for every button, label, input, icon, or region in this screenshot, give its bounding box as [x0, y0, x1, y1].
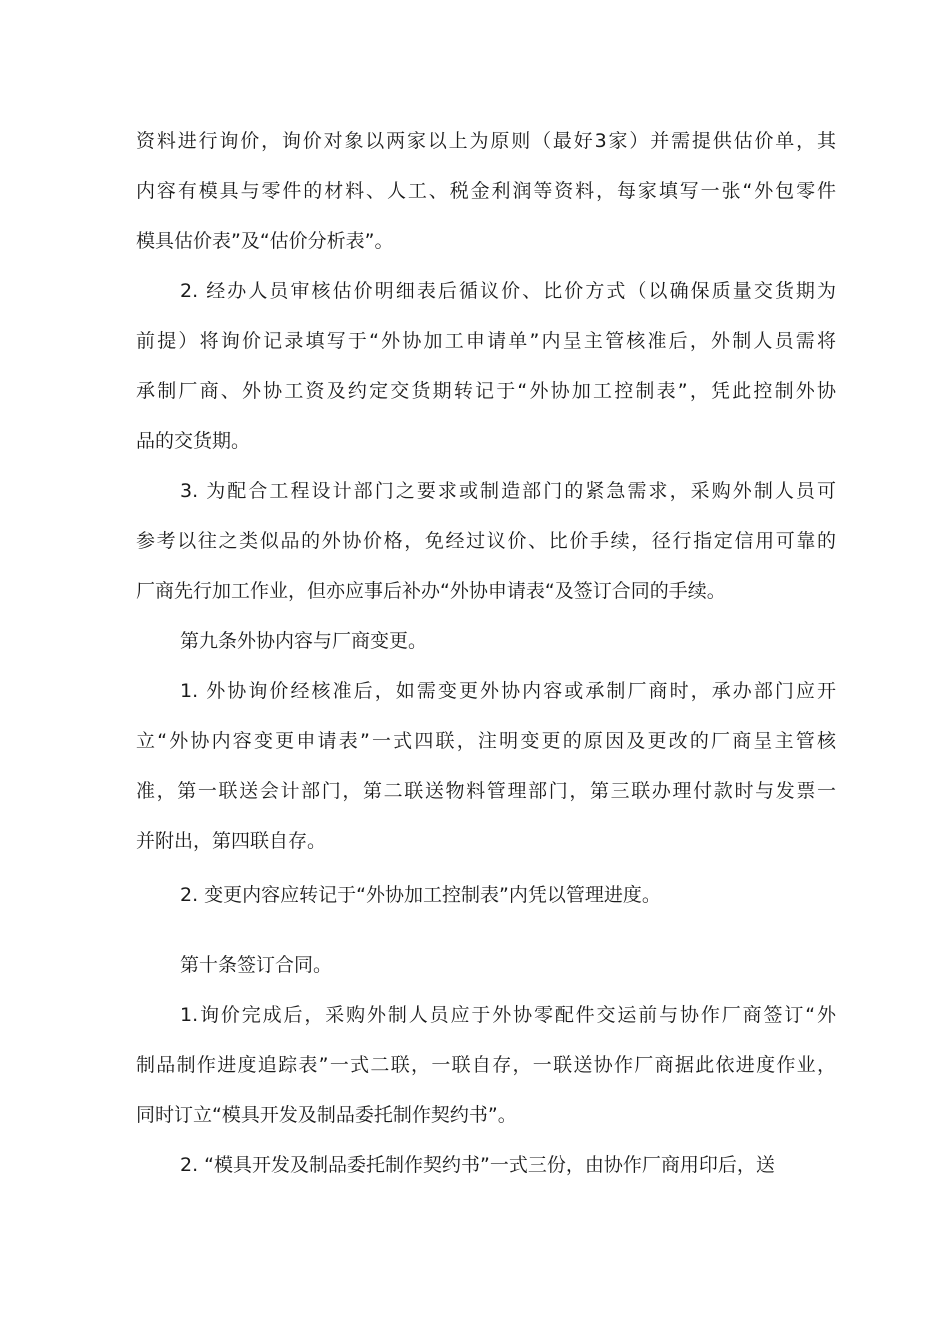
paragraph-line: 参考以往之类似品的外协价格，免经过议价、比价手续，径行指定信用可靠的 [136, 530, 836, 552]
paragraph-line: 前提）将询价记录填写于“外协加工申请单”内呈主管核准后，外制人员需将 [136, 330, 836, 352]
paragraph-line: 承制厂商、外协工资及约定交货期转记于“外协加工控制表”，凭此控制外协 [136, 380, 836, 402]
paragraph-line: 品的交货期。 [136, 430, 251, 452]
section-heading: 第十条签订合同。 [180, 954, 333, 976]
list-item-line: 3. 为配合工程设计部门之要求或制造部门的紧急需求，采购外制人员可 [180, 480, 836, 502]
paragraph-line: 厂商先行加工作业，但亦应事后补办“外协申请表“及签订合同的手续。 [136, 580, 726, 602]
list-item-line: 1. 外协询价经核准后，如需变更外协内容或承制厂商时，承办部门应开 [180, 680, 836, 702]
paragraph-line: 同时订立“模具开发及制品委托制作契约书”。 [136, 1104, 517, 1126]
paragraph-line: 准，第一联送会计部门，第二联送物料管理部门，第三联办理付款时与发票一 [136, 780, 836, 802]
list-item-line: 2. “模具开发及制品委托制作契约书”一式三份，由协作厂商用印后，送 [180, 1154, 775, 1176]
paragraph-line: 内容有模具与零件的材料、人工、税金利润等资料，每家填写一张“外包零件 [136, 180, 836, 202]
list-item-line: 2. 经办人员审核估价明细表后循议价、比价方式（以确保质量交货期为 [180, 280, 836, 302]
paragraph-line: 制品制作进度追踪表”一式二联，一联自存，一联送协作厂商据此依进度作业， [136, 1054, 836, 1076]
paragraph-line: 并附出，第四联自存。 [136, 830, 327, 852]
section-heading: 第九条外协内容与厂商变更。 [180, 630, 428, 652]
list-item-line: 2. 变更内容应转记于“外协加工控制表”内凭以管理进度。 [180, 884, 661, 906]
paragraph-line: 资料进行询价，询价对象以两家以上为原则（最好3家）并需提供估价单，其 [136, 130, 836, 152]
list-item-line: 1.询价完成后，采购外制人员应于外协零配件交运前与协作厂商签订“外 [180, 1004, 836, 1026]
paragraph-line: 立“外协内容变更申请表”一式四联，注明变更的原因及更改的厂商呈主管核 [136, 730, 836, 752]
paragraph-line: 模具估价表”及“估价分析表”。 [136, 230, 394, 252]
